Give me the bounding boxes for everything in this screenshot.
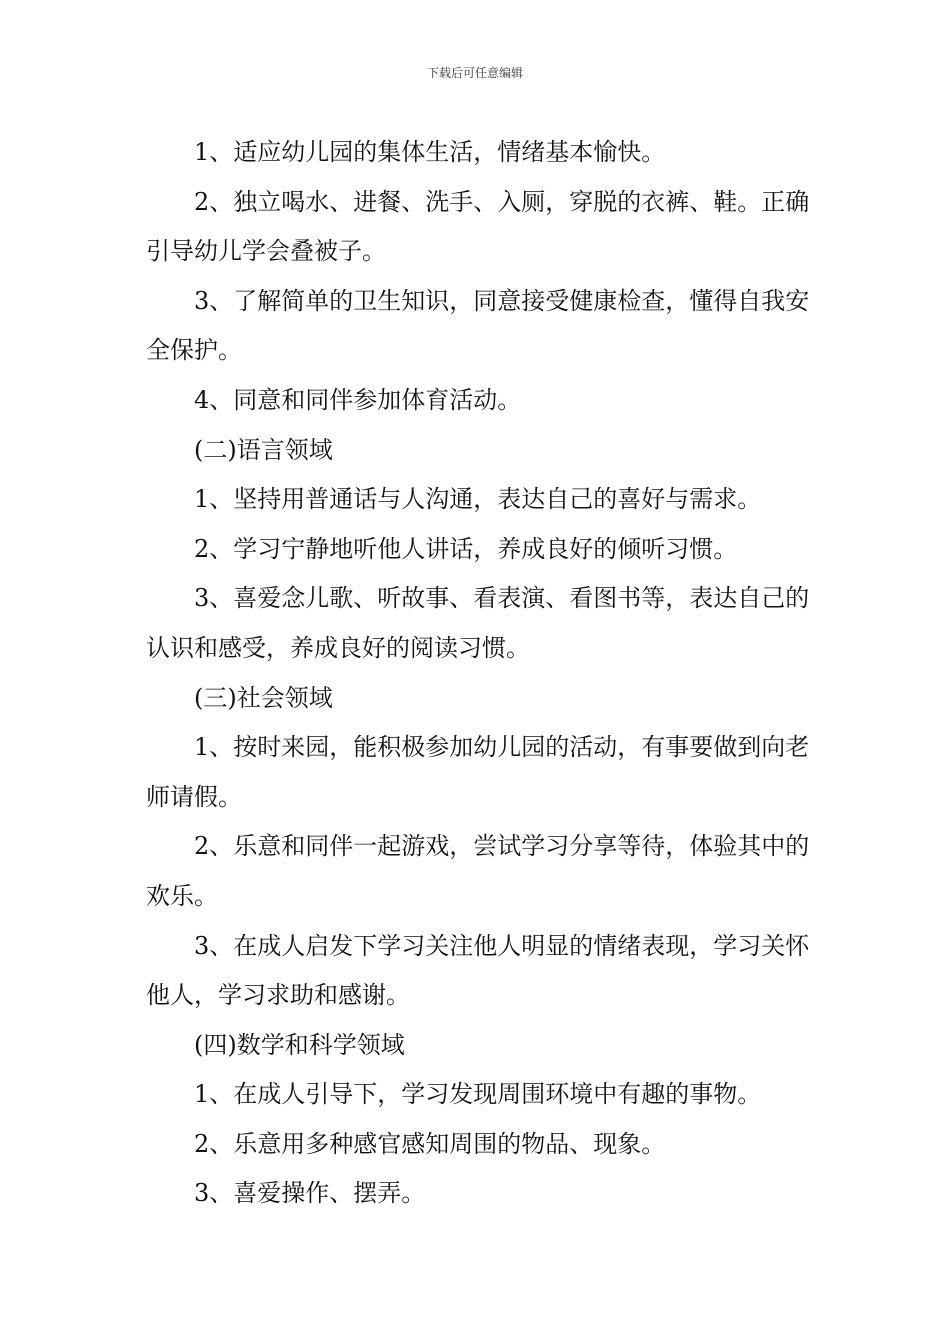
paragraph: 2、学习宁静地听他人讲话，养成良好的倾听习惯。 [194, 534, 738, 563]
paragraph: 2、独立喝水、进餐、洗手、入厕，穿脱的衣裤、鞋。正确引导幼儿学会叠被子。 [146, 187, 810, 266]
document-body [146, 128, 810, 1219]
paragraph: 3、了解简单的卫生知识，同意接受健康检查，懂得自我安全保护。 [146, 286, 810, 365]
paragraph: 1、按时来园，能积极参加幼儿园的活动，有事要做到向老师请假。 [146, 733, 810, 811]
paragraph: 3、在成人启发下学习关注他人明显的情绪表现，学习关怀他人，学习求助和感谢。 [146, 931, 810, 1010]
section-heading: (三)社会领域 [194, 683, 333, 712]
section-heading: (二)语言领域 [194, 435, 333, 464]
paragraph: 1、适应幼儿园的集体生活，情绪基本愉快。 [194, 138, 666, 166]
paragraph: 3、喜爱念儿歌、听故事、看表演、看图书等，表达自己的认识和感受，养成良好的阅读习惯。 [146, 584, 810, 662]
paragraph: 3、喜爱操作、摆弄。 [194, 1179, 426, 1208]
paragraph: 2、乐意和同伴一起游戏，尝试学习分享等待，体验其中的欢乐。 [146, 832, 810, 910]
page-header: 下载后可任意编辑 [426, 66, 523, 80]
paragraph: 4、同意和同伴参加体育活动。 [194, 385, 522, 414]
paragraph: 1、坚持用普通话与人沟通，表达自己的喜好与需求。 [194, 485, 762, 514]
paragraph: 2、乐意用多种感官感知周围的物品、现象。 [194, 1129, 666, 1158]
paragraph: 1、在成人引导下，学习发现周围环境中有趣的事物。 [194, 1080, 762, 1109]
section-heading: (四)数学和科学领域 [194, 1030, 405, 1059]
